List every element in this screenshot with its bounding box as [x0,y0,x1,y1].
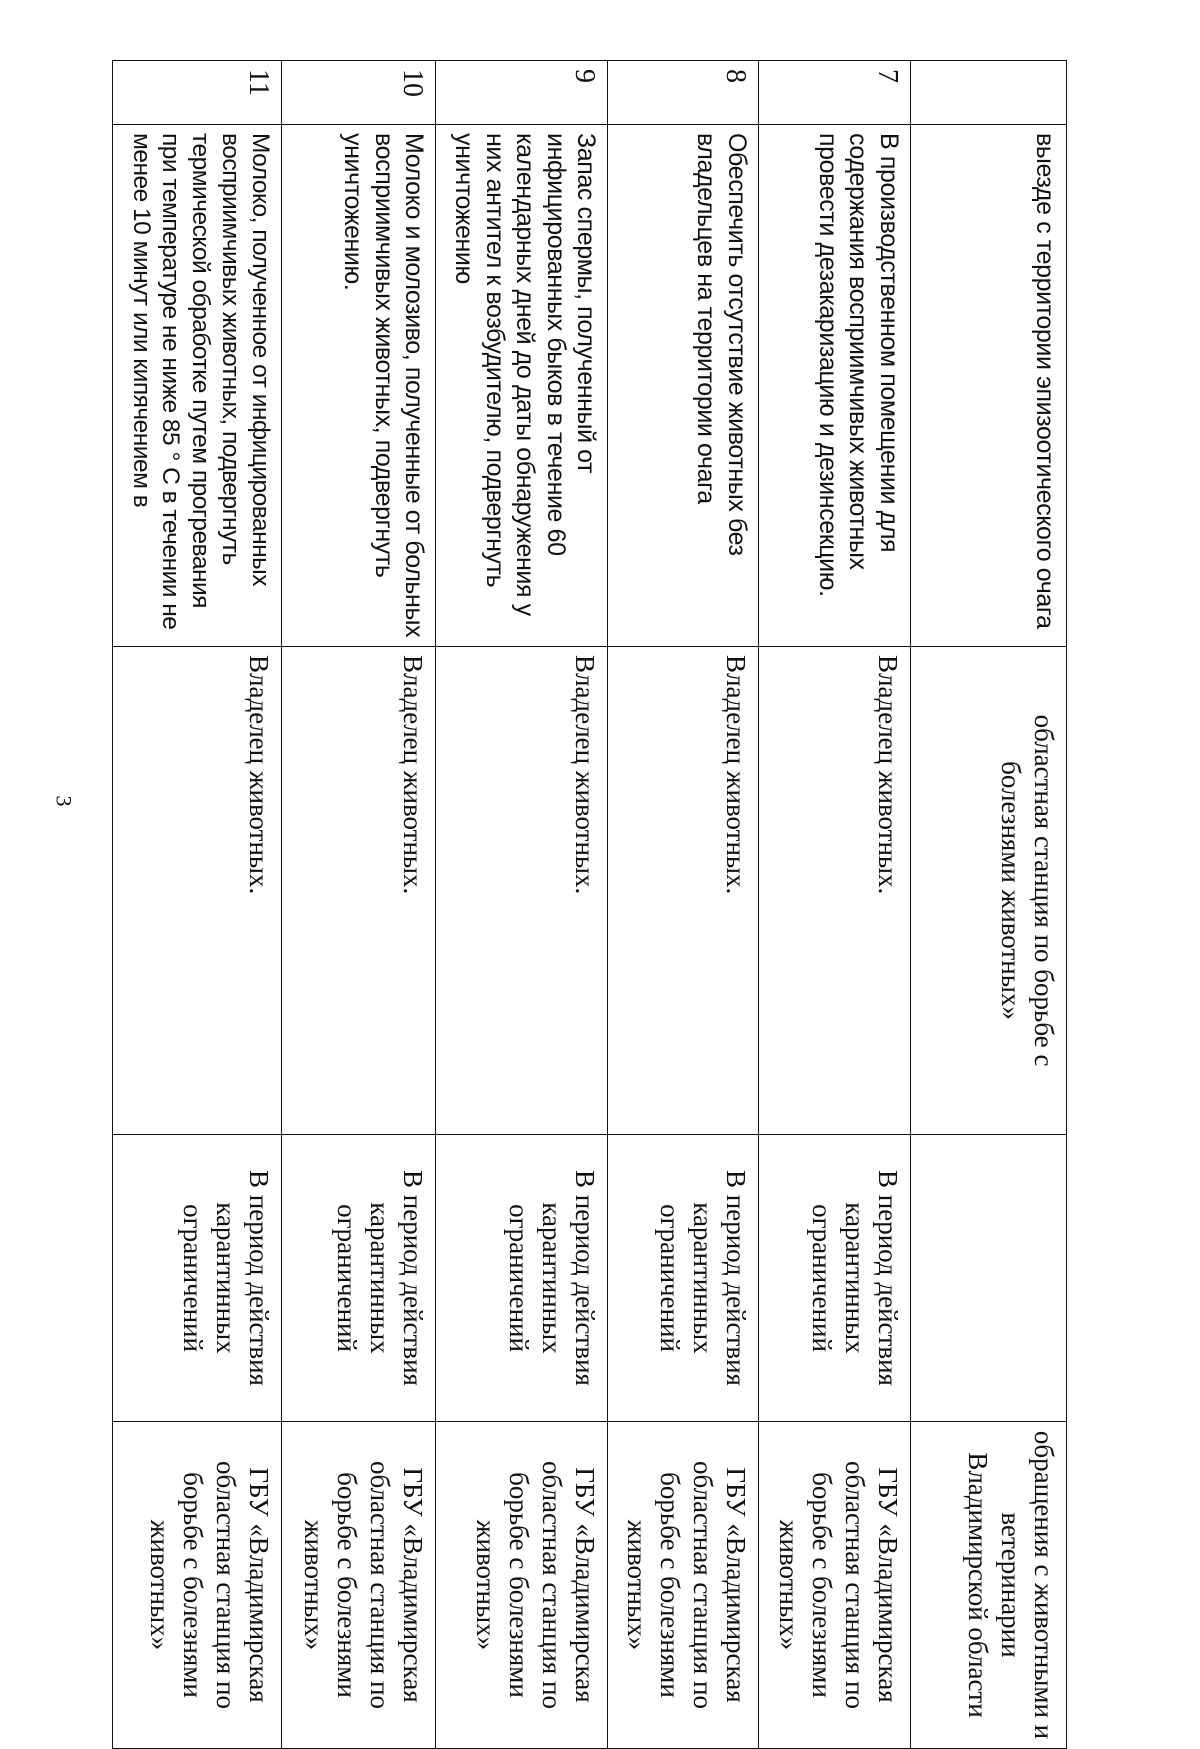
term-cell: В период действия карантинных ограничений [436,1135,608,1422]
responsible-cell: областная станция по борьбе с болезнями животных» [910,647,1066,1135]
table-row [113,61,282,1749]
measure-cell: Запас спермы, полученный от инфицированных быков в течение 60 календарных дней до даты обнаружения у них антител к возбудителю, подвергнуть уничтожению [436,125,608,647]
row-number: 9 [436,61,608,125]
table-row [282,61,436,1749]
row-number: 10 [282,61,436,125]
executor-cell: ГБУ «Владимирская областная станция по борьбе с болезнями животных» [758,1422,910,1749]
responsible-cell: Владелец животных. [282,647,436,1135]
measure-cell: выезде с территории эпизоотического очага [910,125,1066,647]
term-cell: В период действия карантинных ограничений [758,1135,910,1422]
term-cell: В период действия карантинных ограничений [608,1135,759,1422]
row-number: 8 [608,61,759,125]
executor-cell: ГБУ «Владимирская областная станция по борьбе с болезнями животных» [436,1422,608,1749]
measure-cell: Молоко, полученное от инфицированных восприимчивых животных, подвергнуть термической обработке путем прогревания при температуре не ниже 85 ° С в течении не менее 10 минут или кипячением в [113,125,282,647]
term-cell: В период действия карантинных ограничений [113,1135,282,1422]
responsible-cell: Владелец животных. [436,647,608,1135]
responsible-cell: Владелец животных. [758,647,910,1135]
term-cell [910,1135,1066,1422]
executor-cell: ГБУ «Владимирская областная станция по борьбе с болезнями животных» [282,1422,436,1749]
executor-cell: ГБУ «Владимирская областная станция по борьбе с болезнями животных» [113,1422,282,1749]
table-row [758,61,910,1749]
responsible-cell: Владелец животных. [113,647,282,1135]
measure-cell: Обеспечить отсутствие животных без владельцев на территории очага [608,125,759,647]
executor-cell: ГБУ «Владимирская областная станция по борьбе с болезнями животных» [608,1422,759,1749]
row-number: 7 [758,61,910,125]
executor-cell: обращения с животными и ветеринарии Владимирской области [910,1422,1066,1749]
measure-cell: Молоко и молозиво, полученные от больных восприимчивых животных, подвергнуть уничтожению. [282,125,436,647]
page-number: 3 [51,795,77,807]
table-row [608,61,759,1749]
row-number [910,61,1066,125]
measures-table [112,60,1067,1749]
row-number: 11 [113,61,282,125]
responsible-cell: Владелец животных. [608,647,759,1135]
measure-cell: В производственном помещении для содержания восприимчивых животных провести дезакаризацию и дезинсекцию. [758,125,910,647]
measures-table-rotated [112,60,1067,1748]
term-cell: В период действия карантинных ограничений [282,1135,436,1422]
table-row [436,61,608,1749]
table-row [910,61,1066,1749]
